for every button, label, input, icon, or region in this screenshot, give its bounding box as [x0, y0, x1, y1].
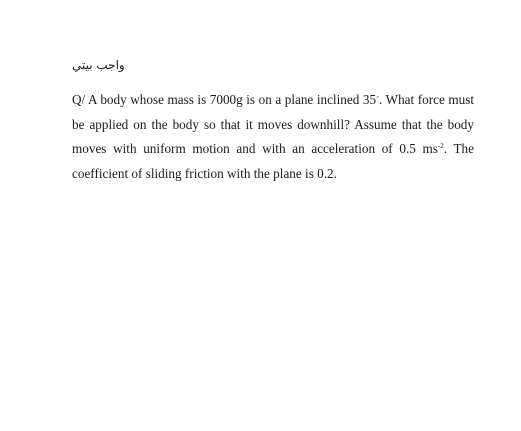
question-paragraph [72, 88, 474, 186]
question-prefix: Q/ [72, 92, 86, 107]
question-text-part2: . What force must be applied on the body so that it moves downhill? Assume that the body moves with uniform motion and with an acceleration of 0.5 ms [72, 92, 475, 156]
degree-mark: ◦ [376, 93, 380, 101]
question-text-part3: . The coefficient of sliding friction with the plane is 0.2. [72, 141, 474, 181]
homework-heading: واجب بيتي [72, 58, 125, 72]
question-text-part1: A body whose mass is 7000g is on a plane inclined 35 [85, 92, 377, 107]
unit-exponent: -2 [437, 142, 444, 150]
